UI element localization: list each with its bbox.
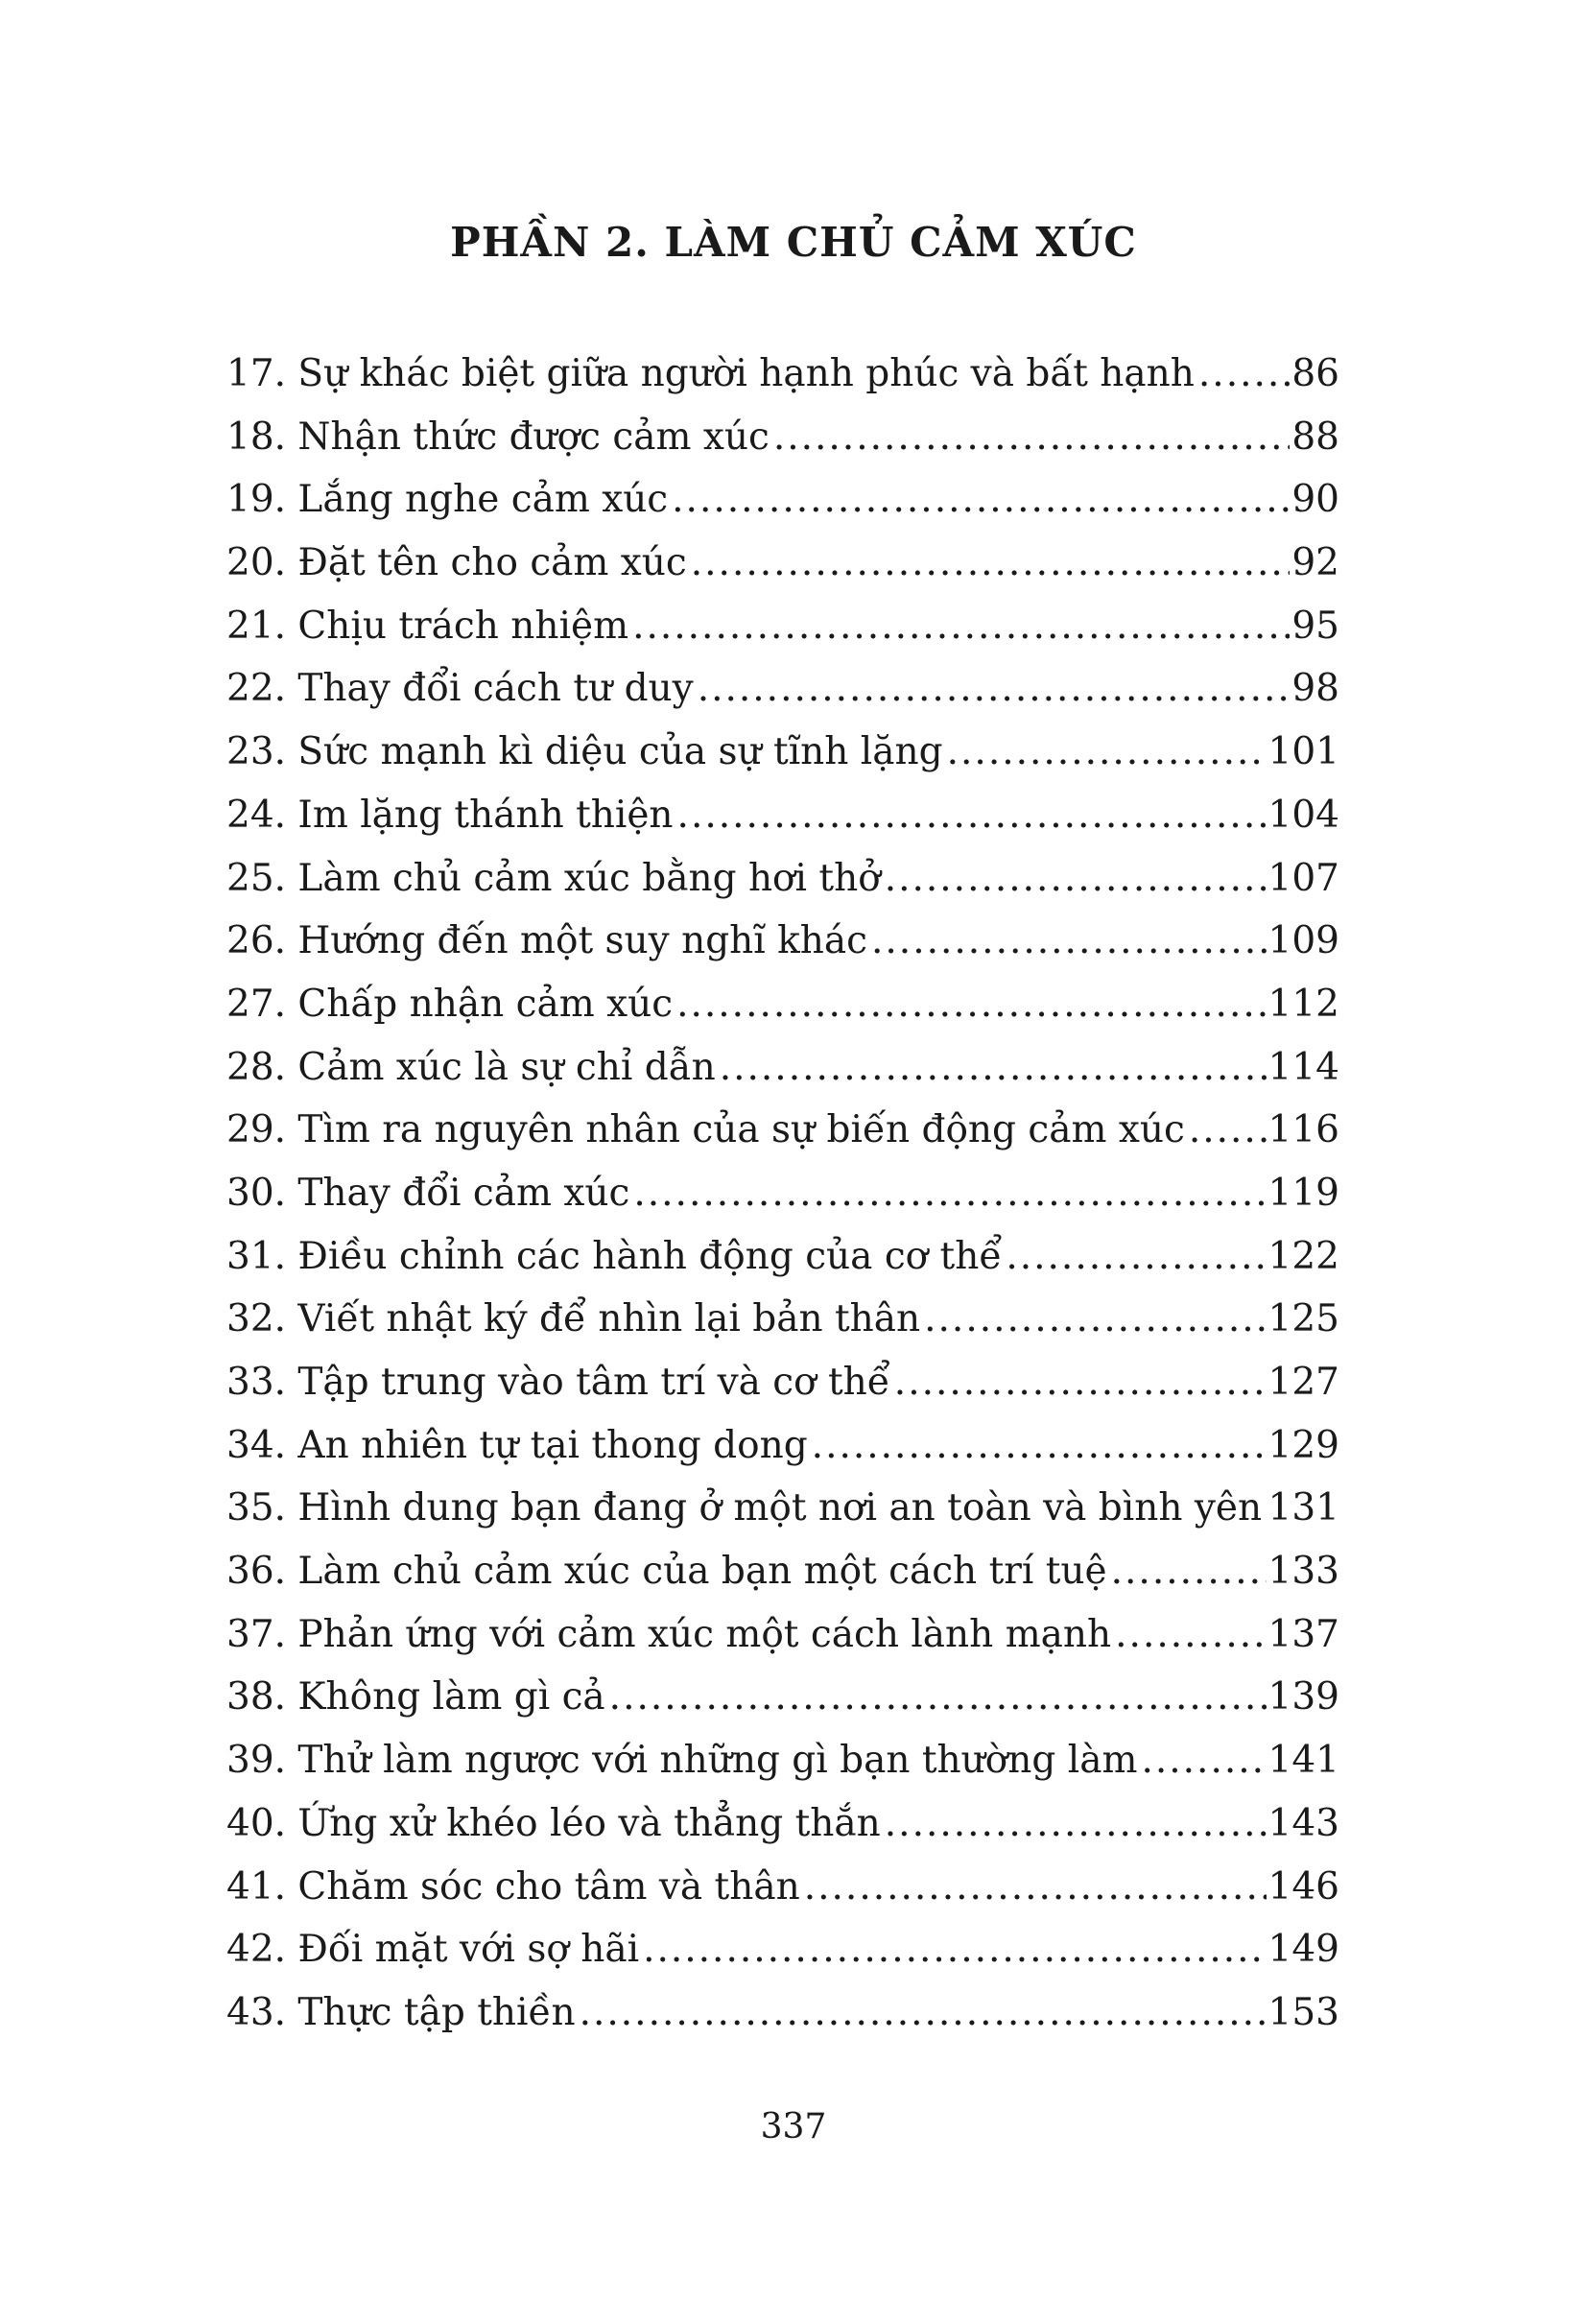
dot-leader <box>632 595 1290 658</box>
toc-entry <box>226 657 1339 721</box>
dot-leader <box>773 406 1291 469</box>
toc-entry <box>226 1351 1339 1414</box>
dot-leader <box>643 1918 1266 1981</box>
dot-leader <box>676 973 1266 1036</box>
toc-entry <box>226 1225 1339 1289</box>
toc-entry-page: 137 <box>1267 1612 1339 1656</box>
toc-entry-page: 127 <box>1267 1361 1339 1404</box>
toc-entry-page: 143 <box>1267 1801 1339 1845</box>
toc-entry-page: 131 <box>1267 1486 1339 1530</box>
toc-entry-title: 42. Đối mặt với sợ hãi <box>226 1928 640 1972</box>
toc-entry <box>226 1918 1339 1981</box>
toc-entry-page: 98 <box>1291 667 1339 711</box>
dot-leader <box>720 1036 1267 1100</box>
toc-entry-title: 34. An nhiên tự tại thong dong <box>226 1423 808 1467</box>
dot-leader <box>609 1666 1267 1729</box>
toc-entry <box>226 1729 1339 1792</box>
toc-entry-title: 20. Đặt tên cho cảm xúc <box>226 541 687 585</box>
toc-entry-page: 101 <box>1267 730 1339 774</box>
toc-entry-page: 92 <box>1291 541 1339 585</box>
toc-entry <box>226 1036 1339 1100</box>
toc-entry-page: 95 <box>1291 604 1339 648</box>
dot-leader <box>885 1792 1267 1856</box>
toc-entry <box>226 595 1339 658</box>
table-of-contents <box>226 343 1339 2045</box>
toc-entry-title: 38. Không làm gì cả <box>226 1675 605 1719</box>
toc-entry <box>226 1792 1339 1856</box>
toc-entry-page: 139 <box>1267 1675 1339 1719</box>
dot-leader <box>1006 1225 1266 1289</box>
dot-leader <box>871 910 1267 973</box>
toc-entry-page: 114 <box>1267 1045 1339 1089</box>
toc-entry-title: 17. Sự khác biệt giữa người hạnh phúc và bất hạnh <box>226 352 1195 395</box>
toc-entry-title: 43. Thực tập thiền <box>226 1990 576 2034</box>
toc-entry <box>226 406 1339 469</box>
toc-entry-title: 19. Lắng nghe cảm xúc <box>226 478 669 522</box>
toc-entry-title: 28. Cảm xúc là sự chỉ dẫn <box>226 1045 716 1089</box>
dot-leader <box>698 657 1291 721</box>
toc-entry <box>226 1414 1339 1478</box>
dot-leader <box>672 468 1290 532</box>
dot-leader <box>924 1288 1266 1351</box>
toc-entry-title: 33. Tập trung vào tâm trí và cơ thể <box>226 1361 890 1404</box>
toc-entry-page: 122 <box>1267 1234 1339 1278</box>
toc-entry <box>226 973 1339 1036</box>
toc-entry-page: 125 <box>1267 1297 1339 1341</box>
dot-leader <box>691 532 1291 595</box>
toc-entry <box>226 343 1339 406</box>
toc-entry <box>226 1603 1339 1667</box>
dot-leader <box>1111 1540 1267 1603</box>
toc-entry <box>226 1288 1339 1351</box>
toc-entry-page: 146 <box>1267 1864 1339 1909</box>
toc-entry <box>226 1477 1339 1540</box>
toc-entry-page: 107 <box>1267 856 1339 900</box>
page-number: 337 <box>760 2107 827 2146</box>
toc-entry-title: 41. Chăm sóc cho tâm và thân <box>226 1864 800 1909</box>
toc-entry-title: 27. Chấp nhận cảm xúc <box>226 982 674 1026</box>
toc-entry-page: 116 <box>1267 1108 1339 1152</box>
toc-entry-title: 18. Nhận thức được cảm xúc <box>226 415 770 459</box>
toc-entry-title: 23. Sức mạnh kì diệu của sự tĩnh lặng <box>226 730 943 774</box>
toc-entry-title: 40. Ứng xử khéo léo và thẳng thắn <box>226 1801 881 1845</box>
toc-entry-title: 36. Làm chủ cảm xúc của bạn một cách trí tuệ <box>226 1550 1107 1594</box>
toc-entry-title: 32. Viết nhật ký để nhìn lại bản thân <box>226 1297 921 1341</box>
toc-entry-page: 153 <box>1267 1990 1339 2034</box>
toc-entry-title: 25. Làm chủ cảm xúc bằng hơi thở <box>226 856 881 900</box>
toc-entry-title: 26. Hướng đến một suy nghĩ khác <box>226 919 867 963</box>
dot-leader <box>804 1856 1267 1919</box>
toc-entry <box>226 1540 1339 1603</box>
toc-entry-page: 149 <box>1267 1928 1339 1972</box>
toc-entry-page: 86 <box>1291 352 1339 395</box>
dot-leader <box>812 1414 1267 1478</box>
toc-entry <box>226 1162 1339 1225</box>
toc-entry-page: 104 <box>1267 793 1339 837</box>
toc-entry-page: 90 <box>1291 478 1339 522</box>
toc-entry-title: 30. Thay đổi cảm xúc <box>226 1171 630 1215</box>
toc-entry <box>226 1981 1339 2045</box>
dot-leader <box>1189 1099 1267 1162</box>
toc-entry <box>226 847 1339 911</box>
dot-leader <box>633 1162 1266 1225</box>
toc-entry-title: 37. Phản ứng với cảm xúc một cách lành mạnh <box>226 1612 1112 1656</box>
dot-leader <box>947 721 1267 784</box>
dot-leader <box>1141 1729 1266 1792</box>
toc-entry-page: 129 <box>1267 1423 1339 1467</box>
toc-entry <box>226 1099 1339 1162</box>
toc-entry <box>226 1666 1339 1729</box>
dot-leader <box>894 1351 1267 1414</box>
toc-entry <box>226 532 1339 595</box>
toc-entry-title: 31. Điều chỉnh các hành động của cơ thể <box>226 1234 1003 1278</box>
toc-entry-title: 24. Im lặng thánh thiện <box>226 793 674 837</box>
toc-entry-page: 133 <box>1267 1550 1339 1594</box>
toc-entry-page: 88 <box>1291 415 1339 459</box>
toc-entry-page: 119 <box>1267 1171 1339 1215</box>
toc-entry-page: 141 <box>1267 1739 1339 1783</box>
dot-leader <box>1198 343 1290 406</box>
toc-entry-title: 39. Thử làm ngược với những gì bạn thường làm <box>226 1739 1138 1783</box>
toc-entry <box>226 1856 1339 1919</box>
toc-entry <box>226 721 1339 784</box>
toc-entry-title: 29. Tìm ra nguyên nhân của sự biến động cảm xúc <box>226 1108 1185 1152</box>
dot-leader <box>1115 1603 1266 1667</box>
dot-leader <box>580 1981 1267 2045</box>
toc-entry-page: 112 <box>1267 982 1339 1026</box>
dot-leader <box>885 847 1267 911</box>
toc-entry <box>226 468 1339 532</box>
toc-entry <box>226 784 1339 847</box>
toc-entry-title: 35. Hình dung bạn đang ở một nơi an toàn và bình yên <box>226 1486 1263 1530</box>
toc-entry-page: 109 <box>1267 919 1339 963</box>
toc-entry-title: 22. Thay đổi cách tư duy <box>226 667 694 711</box>
toc-entry-title: 21. Chịu trách nhiệm <box>226 604 629 648</box>
toc-entry <box>226 910 1339 973</box>
dot-leader <box>677 784 1267 847</box>
section-title: PHẦN 2. LÀM CHỦ CẢM XÚC <box>450 219 1137 266</box>
